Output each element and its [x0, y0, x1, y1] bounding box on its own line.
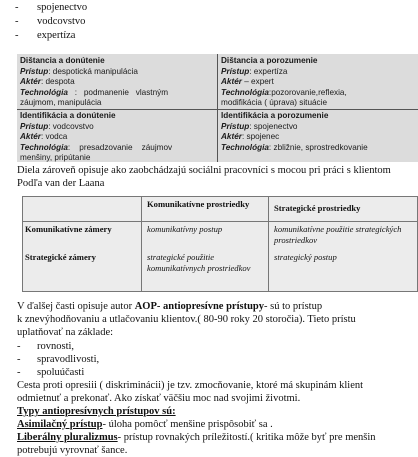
table-divider: [268, 197, 269, 291]
cell-key: Technológia: [20, 87, 68, 97]
type-item: [17, 419, 273, 431]
list-dash: -: [17, 341, 21, 352]
list-item: expertíza: [37, 30, 76, 41]
list-item: spojenectvo: [37, 2, 88, 13]
cell-key: Prístup: [20, 121, 49, 131]
list-dash: -: [17, 367, 21, 378]
table-divider: [217, 54, 218, 162]
cell-value: :pozorovanie,reflexia,: [268, 87, 347, 97]
cell-key: Aktér: [20, 132, 41, 141]
list-dash: -: [15, 16, 19, 27]
cell-key: Prístup: [221, 121, 250, 131]
paragraph-line: uplatňovať na základe:: [17, 327, 114, 338]
cell-value: : vodca: [40, 132, 68, 141]
cell-value: – expert: [241, 77, 274, 86]
list-dash: -: [15, 30, 19, 41]
cell-value: : despota: [40, 77, 75, 86]
list-dash: -: [15, 2, 19, 13]
cell-value: : spojenectvo: [249, 121, 298, 131]
cell-title: Dištancia a donútenie: [20, 56, 105, 65]
row-label: Komunikatívne zámery: [25, 224, 112, 234]
table-divider: [17, 109, 418, 110]
cell-key: Aktér: [20, 77, 41, 86]
cell-value: : podmanenie vlastným: [67, 87, 169, 97]
paragraph-line: k znevýhodňovaniu a utlačovaniu klientov.( 80-90 roky 20 storočia). Tieto prístu: [17, 314, 356, 325]
paragraph-line: Cesta proti opresiii ( diskriminácii) je tzv. zmocňovanie, ktoré má skupinám klient: [17, 380, 364, 391]
list-item: spravodlivosti,: [37, 354, 100, 365]
section-heading: Typy antiopresívnych prístupov sú:: [17, 406, 176, 417]
power-approaches-table-image: [17, 54, 418, 162]
text-run: V ďalšej časti opisuje autor: [17, 301, 135, 312]
cell-title: Dištancia a porozumenie: [221, 56, 318, 65]
laan-table-image: [22, 196, 418, 292]
table-cell: [221, 111, 368, 153]
cell-key: Technológia: [20, 142, 68, 152]
table-cell: strategický postup: [274, 252, 337, 262]
text-run: - sú to prístup: [264, 301, 323, 312]
cell-key: Prístup: [20, 66, 49, 76]
table-cell: strategické použitie komunikatívnych prostriedkov: [147, 252, 251, 273]
table-cell: komunikatívny postup: [147, 224, 223, 234]
cell-value: : spojenec: [241, 132, 280, 141]
cell-key: Prístup: [221, 66, 250, 76]
cell-value: menšiny, pripútanie: [20, 153, 91, 162]
cell-value: : vodcovstvo: [48, 121, 94, 131]
list-item: vodcovstvo: [37, 16, 86, 27]
paragraph-line: potrebujú vyrovnať šance.: [17, 445, 128, 456]
list-item: spoluúčasti: [37, 367, 85, 378]
paragraph-line: Podľa van der Laana: [17, 178, 105, 189]
table-divider: [23, 221, 417, 222]
table-cell: [20, 56, 168, 109]
type-desc: - prístup rovnakých príležitostí.( kritika môže byť pre menšin: [117, 432, 376, 443]
list-item: rovnosti,: [37, 341, 75, 352]
term-aop: AOP- antiopresívne prístupy: [134, 301, 265, 312]
paragraph-line: odmietnuť a prekonať. Ako získať väčšiu moc nad svojimi životmi.: [17, 393, 301, 404]
cell-value: : presadzovanie záujmov: [67, 142, 173, 152]
cell-title: Identifikácia a porozumenie: [221, 111, 329, 120]
table-cell: [20, 111, 172, 162]
row-label: Strategické zámery: [25, 252, 96, 262]
type-item: [17, 432, 376, 444]
list-dash: -: [17, 354, 21, 365]
type-desc: - úloha pomôcť menšine prispôsobiť sa .: [102, 419, 273, 430]
cell-value: : despotická manipulácia: [48, 66, 138, 76]
type-term: Asimilačný prístup: [17, 419, 103, 430]
table-header: Komunikatívne prostriedky: [147, 199, 250, 209]
cell-title: Identifikácia a donútenie: [20, 111, 116, 120]
cell-key: Technológia: [221, 142, 269, 152]
table-divider: [141, 197, 142, 291]
paragraph-line: [17, 301, 322, 313]
cell-key: Aktér: [221, 77, 242, 86]
type-term: Liberálny pluralizmus: [17, 432, 118, 443]
cell-value: : expertíza: [249, 66, 288, 76]
paragraph-line: Diela zároveň opisuje ako zaobchádzajú sociálni pracovníci s mocou pri práci s klientom: [17, 165, 391, 176]
table-header: Strategické prostriedky: [274, 203, 361, 213]
cell-value: modifikácia ( úprava) situácie: [221, 98, 328, 107]
table-cell: [221, 56, 347, 109]
cell-value: záujmom, manipulácia: [20, 98, 102, 107]
cell-key: Aktér: [221, 132, 242, 141]
cell-key: Technológia: [221, 87, 269, 97]
cell-value: : zbližnie, sprostredkovanie: [268, 142, 368, 152]
table-cell: komunikatívne použitie strategických prostriedkov: [274, 224, 402, 245]
